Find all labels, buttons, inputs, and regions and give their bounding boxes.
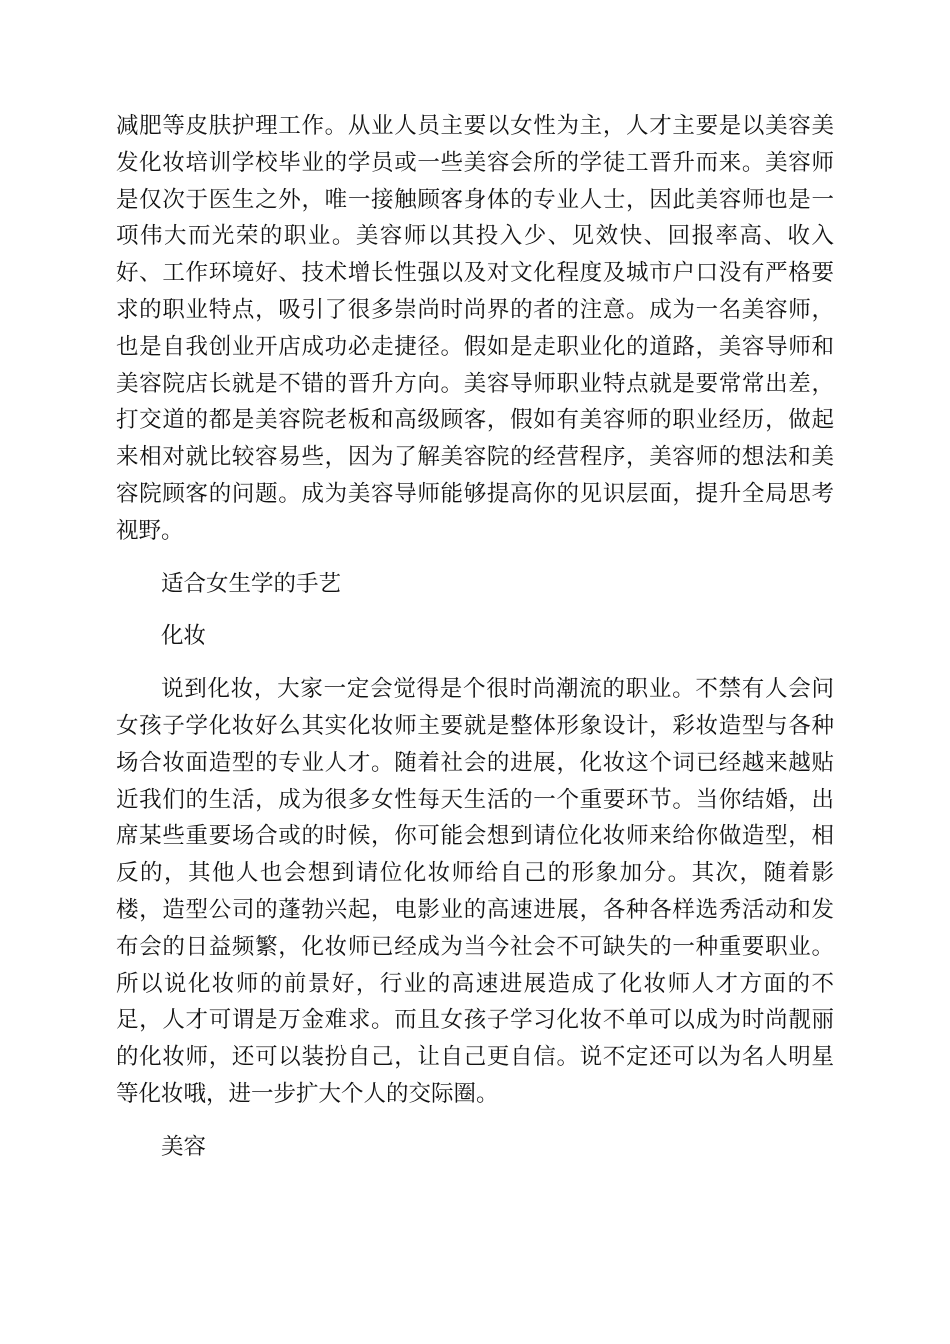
subsection-heading: 化妆 [161,623,207,650]
body-paragraph: 说到化妆，大家一定会觉得是个很时尚潮流的职业。不禁有人会问女孩子学化妆好么其实化妆师主要就是整体形象设计，彩妆造型与各种场合妆面造型的专业人才。随着社会的进展，化妆这个词已经越来越贴近我们的生活，成为很多女性每天生活的一个重要环节。当你结婚，出席某些重要场合或的时候，你可能会想到请位化妆师来给你做造型，相反的，其他人也会想到请位化妆师给自己的形象加分。其次，随着影楼，造型公司的蓬勃兴起，电影业的高速进展，各种各样选秀活动和发布会的日益频繁，化妆师已经成为当今社会不可缺失的一种重要职业。所以说化妆师的前景好，行业的高速进展造成了化妆师人才方面的不足，人才可谓是万金难求。而且女孩子学习化妆不单可以成为时尚靓丽的化妆师，还可以装扮自己，让自己更自信。说不定还可以为名人明星等化妆哦，进一步扩大个人的交际圈。 [116,676,834,1107]
body-paragraph: 减肥等皮肤护理工作。从业人员主要以女性为主，人才主要是以美容美发化妆培训学校毕业的学员或一些美容会所的学徒工晋升而来。美容师是仅次于医生之外，唯一接触顾客身体的专业人士，因此美容师也是一项伟大而光荣的职业。美容师以其投入少、见效快、回报率高、收入好、工作环境好、技术增长性强以及对文化程度及城市户口没有严格要求的职业特点，吸引了很多崇尚时尚界的者的注意。成为一名美容师，也是自我创业开店成功必走捷径。假如是走职业化的道路，美容导师和美容院店长就是不错的晋升方向。美容导师职业特点就是要常常出差，打交道的都是美容院老板和高级顾客，假如有美容师的职业经历，做起来相对就比较容易些，因为了解美容院的经营程序，美容师的想法和美容院顾客的问题。成为美容导师能够提高你的见识层面，提升全局思考视野。 [116,113,834,544]
section-heading: 适合女生学的手艺 [161,570,342,597]
subsection-heading: 美容 [161,1133,207,1160]
document-page [116,108,834,1166]
